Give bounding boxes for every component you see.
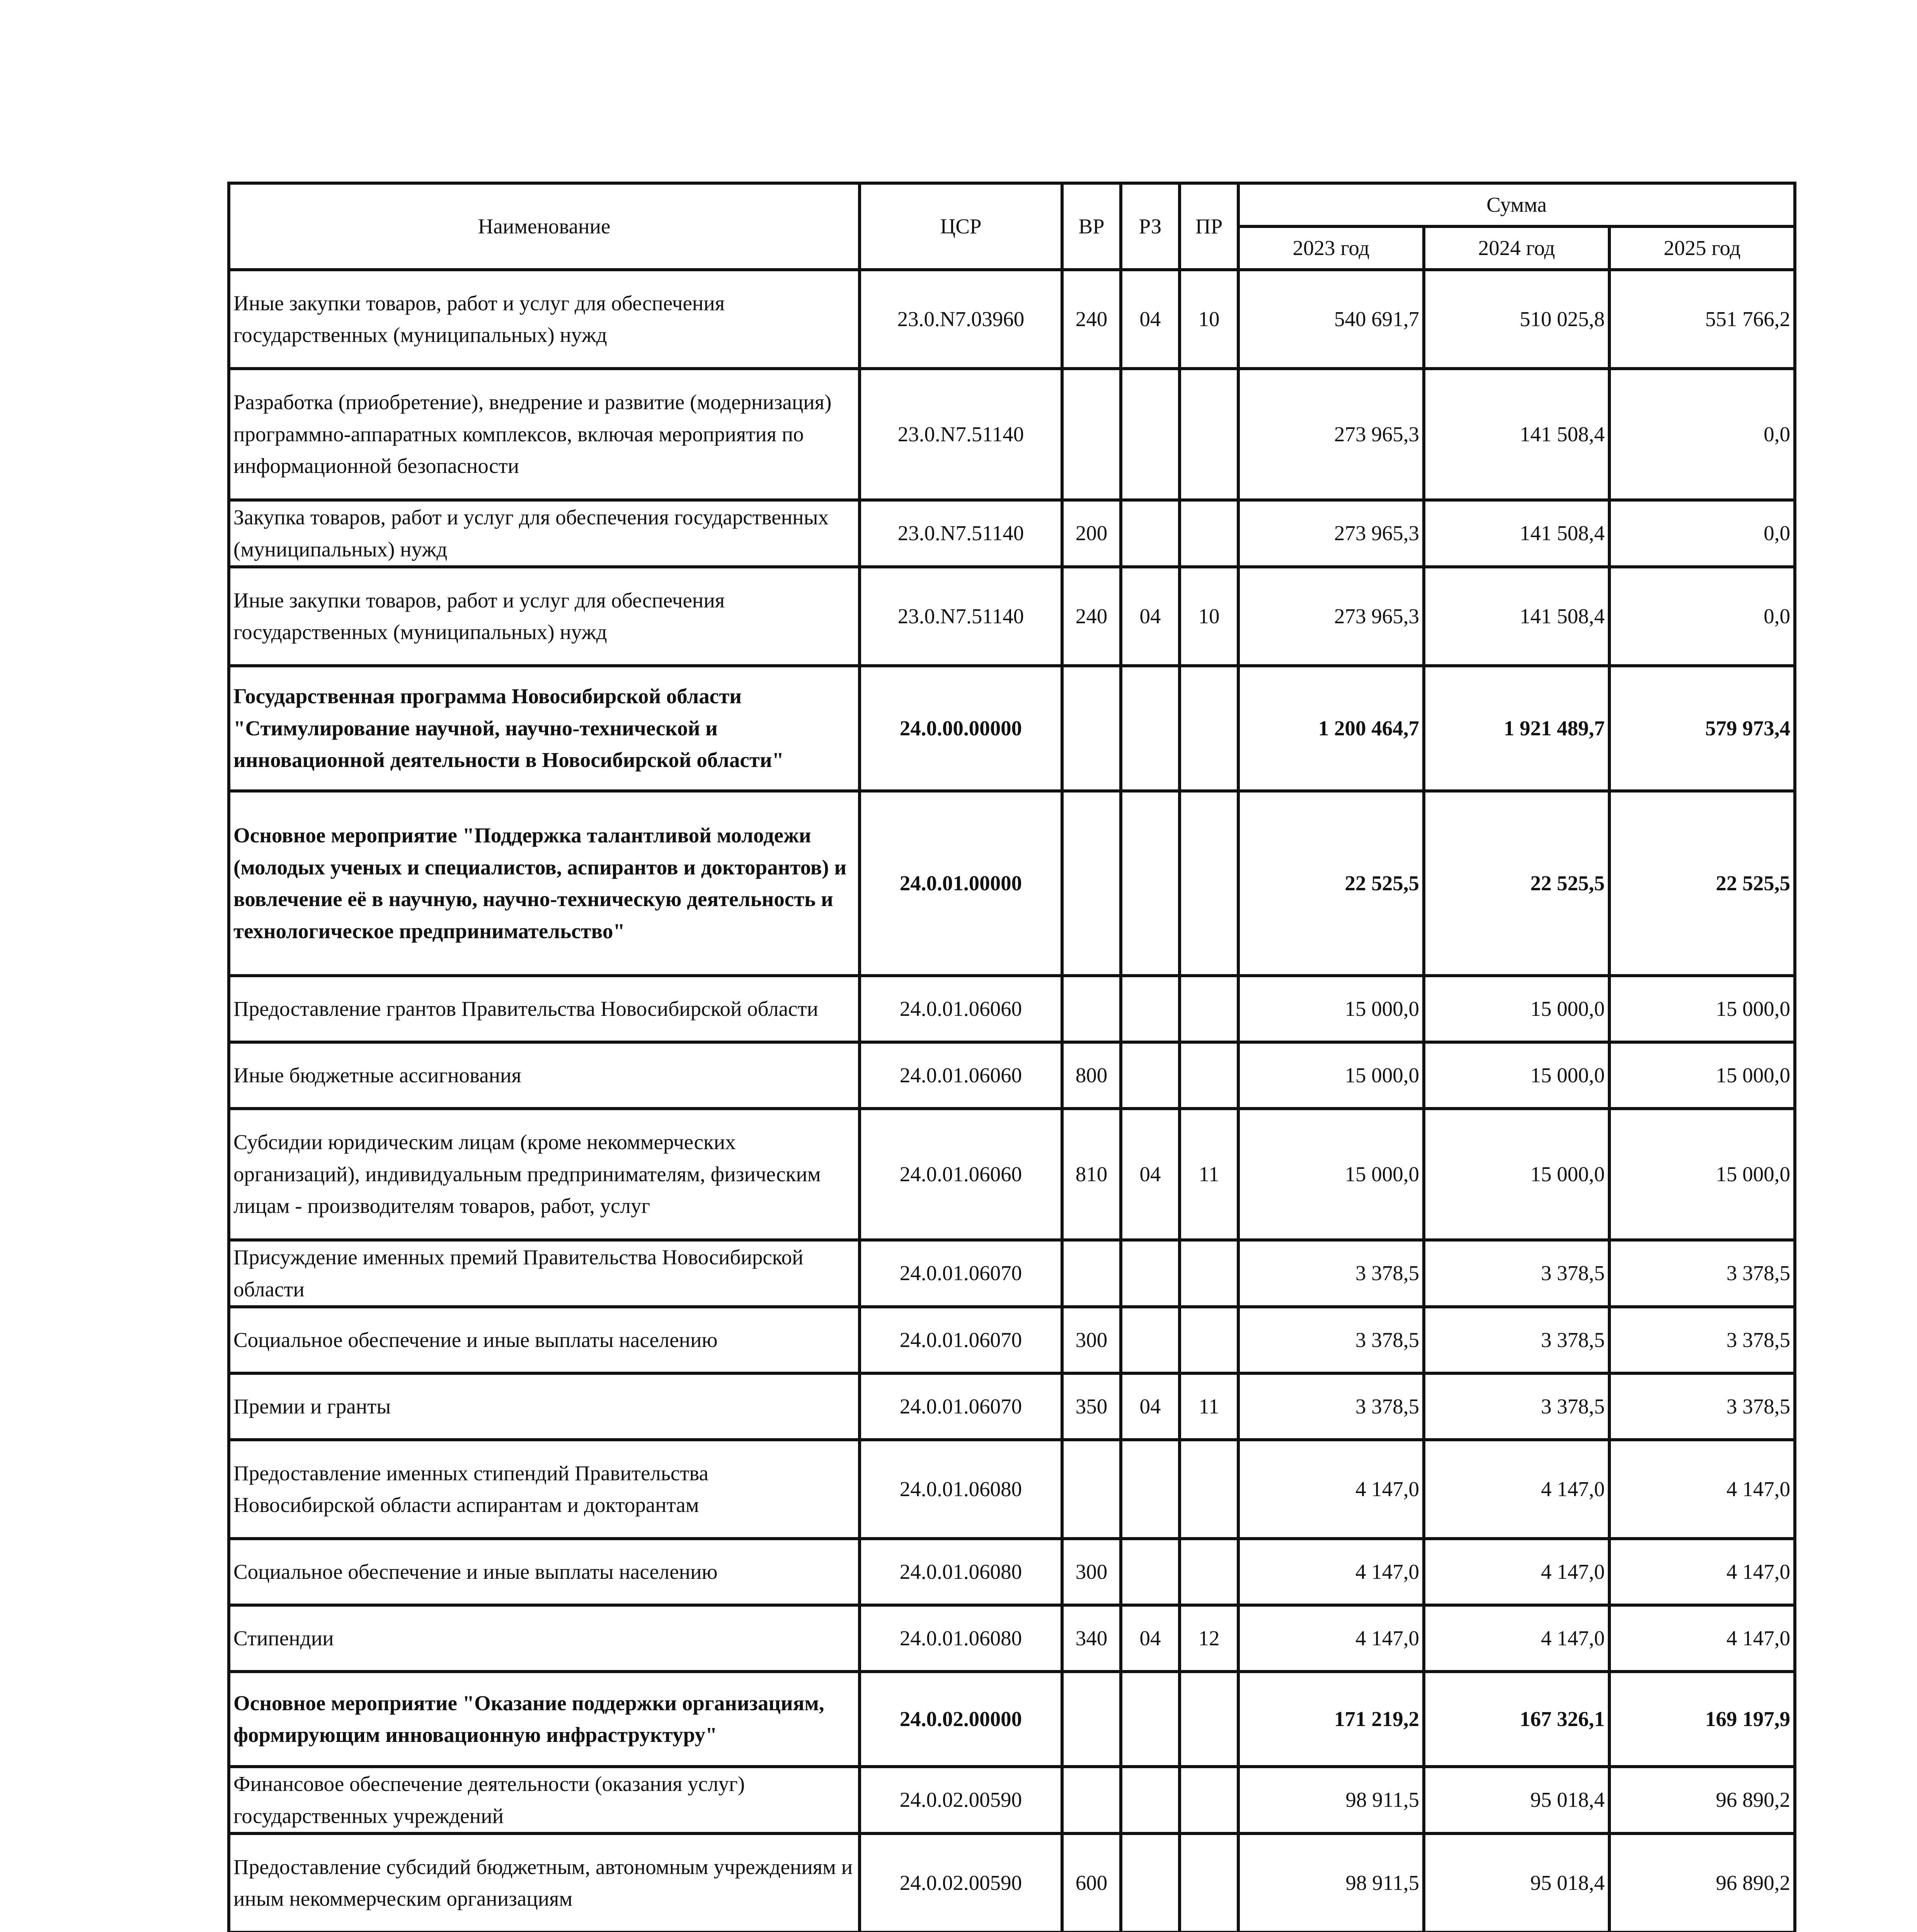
cell-pr: 10	[1180, 567, 1238, 666]
budget-table	[227, 182, 1796, 1932]
cell-2023: 15 000,0	[1238, 1042, 1424, 1109]
table-row	[229, 976, 1795, 1042]
cell-csr: 24.0.01.06060	[860, 1042, 1062, 1109]
cell-2025: 169 197,9	[1609, 1672, 1795, 1767]
cell-2025: 3 378,5	[1609, 1240, 1795, 1307]
cell-pr: 10	[1180, 270, 1238, 369]
cell-pr	[1180, 666, 1238, 791]
cell-rz	[1121, 369, 1180, 500]
header-sum: Сумма	[1238, 183, 1795, 226]
cell-2025: 0,0	[1609, 500, 1795, 567]
cell-pr	[1180, 976, 1238, 1042]
cell-pr	[1180, 1307, 1238, 1373]
table-header-row	[229, 183, 1795, 226]
header-name: Наименование	[229, 183, 860, 270]
table-row	[229, 1373, 1795, 1440]
cell-name: Иные закупки товаров, работ и услуг для обеспечения государственных (муниципальных) нужд	[229, 567, 860, 666]
cell-name: Государственная программа Новосибирской области "Стимулирование научной, научно-технической и инновационной деятельности в Новосибирской области"	[229, 666, 860, 791]
cell-rz: 04	[1121, 1605, 1180, 1672]
cell-vr	[1062, 1240, 1121, 1307]
cell-vr	[1062, 791, 1121, 976]
cell-vr	[1062, 1672, 1121, 1767]
cell-pr	[1180, 1240, 1238, 1307]
cell-csr: 24.0.01.06060	[860, 976, 1062, 1042]
cell-2024: 22 525,5	[1424, 791, 1609, 976]
cell-csr: 24.0.01.06070	[860, 1373, 1062, 1440]
cell-vr: 350	[1062, 1373, 1121, 1440]
cell-rz	[1121, 666, 1180, 791]
cell-name: Основное мероприятие "Оказание поддержки организациям, формирующим инновационную инфраструктуру"	[229, 1672, 860, 1767]
cell-vr: 300	[1062, 1307, 1121, 1373]
cell-2025: 551 766,2	[1609, 270, 1795, 369]
cell-csr: 24.0.01.06060	[860, 1109, 1062, 1240]
table-row	[229, 1833, 1795, 1932]
cell-vr	[1062, 369, 1121, 500]
cell-2025: 3 378,5	[1609, 1373, 1795, 1440]
cell-pr: 11	[1180, 1373, 1238, 1440]
cell-csr: 24.0.01.06080	[860, 1440, 1062, 1539]
cell-name: Основное мероприятие "Поддержка талантливой молодежи (молодых ученых и специалистов, аспирантов и докторантов) и вовлечение её в научную, научно-техническую деятельность и технологическое предпринимательство"	[229, 791, 860, 976]
cell-vr: 300	[1062, 1539, 1121, 1605]
cell-2023: 540 691,7	[1238, 270, 1424, 369]
cell-rz	[1121, 1042, 1180, 1109]
table-body	[229, 270, 1795, 1932]
cell-csr: 24.0.02.00590	[860, 1833, 1062, 1932]
cell-2023: 4 147,0	[1238, 1440, 1424, 1539]
cell-name: Предоставление субсидий бюджетным, автономным учреждениям и иным некоммерческим организациям	[229, 1833, 860, 1932]
cell-vr: 240	[1062, 270, 1121, 369]
cell-pr	[1180, 1440, 1238, 1539]
cell-2024: 3 378,5	[1424, 1373, 1609, 1440]
budget-table-container	[227, 182, 1793, 1932]
cell-name: Разработка (приобретение), внедрение и развитие (модернизация) программно-аппаратных комплексов, включая мероприятия по информационной безопасности	[229, 369, 860, 500]
table-row	[229, 1042, 1795, 1109]
cell-2023: 3 378,5	[1238, 1240, 1424, 1307]
table-row	[229, 791, 1795, 976]
cell-2023: 171 219,2	[1238, 1672, 1424, 1767]
cell-csr: 23.0.N7.51140	[860, 567, 1062, 666]
cell-2024: 15 000,0	[1424, 1042, 1609, 1109]
cell-csr: 23.0.N7.51140	[860, 369, 1062, 500]
cell-rz: 04	[1121, 1109, 1180, 1240]
cell-2024: 4 147,0	[1424, 1605, 1609, 1672]
cell-rz	[1121, 1833, 1180, 1932]
cell-2024: 167 326,1	[1424, 1672, 1609, 1767]
cell-2025: 0,0	[1609, 567, 1795, 666]
header-year-2024: 2024 год	[1424, 226, 1609, 270]
cell-2025: 15 000,0	[1609, 1042, 1795, 1109]
cell-2023: 273 965,3	[1238, 567, 1424, 666]
cell-vr: 340	[1062, 1605, 1121, 1672]
cell-csr: 24.0.01.06070	[860, 1307, 1062, 1373]
cell-name: Иные бюджетные ассигнования	[229, 1042, 860, 1109]
cell-2025: 96 890,2	[1609, 1833, 1795, 1932]
cell-rz: 04	[1121, 567, 1180, 666]
table-row	[229, 666, 1795, 791]
cell-2024: 95 018,4	[1424, 1767, 1609, 1833]
cell-2024: 141 508,4	[1424, 369, 1609, 500]
cell-pr	[1180, 500, 1238, 567]
cell-csr: 23.0.N7.51140	[860, 500, 1062, 567]
cell-2024: 141 508,4	[1424, 567, 1609, 666]
cell-name: Иные закупки товаров, работ и услуг для обеспечения государственных (муниципальных) нужд	[229, 270, 860, 369]
header-year-2023: 2023 год	[1238, 226, 1424, 270]
cell-rz: 04	[1121, 270, 1180, 369]
cell-2023: 4 147,0	[1238, 1605, 1424, 1672]
cell-vr: 810	[1062, 1109, 1121, 1240]
cell-2023: 1 200 464,7	[1238, 666, 1424, 791]
cell-2025: 22 525,5	[1609, 791, 1795, 976]
cell-2024: 15 000,0	[1424, 1109, 1609, 1240]
cell-2023: 15 000,0	[1238, 976, 1424, 1042]
cell-2025: 15 000,0	[1609, 1109, 1795, 1240]
cell-vr	[1062, 1440, 1121, 1539]
cell-name: Предоставление именных стипендий Правительства Новосибирской области аспирантам и докторантам	[229, 1440, 860, 1539]
table-row	[229, 1539, 1795, 1605]
cell-2024: 4 147,0	[1424, 1539, 1609, 1605]
cell-2024: 510 025,8	[1424, 270, 1609, 369]
table-row	[229, 1307, 1795, 1373]
cell-2023: 15 000,0	[1238, 1109, 1424, 1240]
cell-2025: 4 147,0	[1609, 1440, 1795, 1539]
cell-2023: 22 525,5	[1238, 791, 1424, 976]
cell-name: Финансовое обеспечение деятельности (оказания услуг) государственных учреждений	[229, 1767, 860, 1833]
cell-vr: 600	[1062, 1833, 1121, 1932]
cell-pr	[1180, 369, 1238, 500]
cell-rz	[1121, 1440, 1180, 1539]
cell-2024: 141 508,4	[1424, 500, 1609, 567]
cell-2023: 4 147,0	[1238, 1539, 1424, 1605]
cell-csr: 24.0.01.00000	[860, 791, 1062, 976]
cell-rz	[1121, 976, 1180, 1042]
cell-pr	[1180, 1042, 1238, 1109]
table-row	[229, 1240, 1795, 1307]
cell-name: Присуждение именных премий Правительства Новосибирской области	[229, 1240, 860, 1307]
cell-rz	[1121, 1307, 1180, 1373]
cell-pr: 12	[1180, 1605, 1238, 1672]
cell-csr: 24.0.00.00000	[860, 666, 1062, 791]
cell-rz	[1121, 1539, 1180, 1605]
table-row	[229, 369, 1795, 500]
cell-2023: 273 965,3	[1238, 500, 1424, 567]
cell-2024: 15 000,0	[1424, 976, 1609, 1042]
cell-vr	[1062, 1767, 1121, 1833]
cell-2024: 3 378,5	[1424, 1307, 1609, 1373]
cell-name: Субсидии юридическим лицам (кроме некоммерческих организаций), индивидуальным предпринимателям, физическим лицам - производителям товаров, работ, услуг	[229, 1109, 860, 1240]
cell-csr: 24.0.02.00590	[860, 1767, 1062, 1833]
cell-vr: 800	[1062, 1042, 1121, 1109]
cell-name: Социальное обеспечение и иные выплаты населению	[229, 1307, 860, 1373]
table-row	[229, 1672, 1795, 1767]
cell-2025: 4 147,0	[1609, 1539, 1795, 1605]
cell-2024: 3 378,5	[1424, 1240, 1609, 1307]
cell-pr	[1180, 1672, 1238, 1767]
cell-csr: 24.0.02.00000	[860, 1672, 1062, 1767]
table-row	[229, 1767, 1795, 1833]
header-csr: ЦСР	[860, 183, 1062, 270]
cell-vr	[1062, 976, 1121, 1042]
cell-name: Премии и гранты	[229, 1373, 860, 1440]
header-pr: ПР	[1180, 183, 1238, 270]
cell-csr: 24.0.01.06080	[860, 1539, 1062, 1605]
table-row	[229, 1109, 1795, 1240]
cell-pr: 11	[1180, 1109, 1238, 1240]
cell-pr	[1180, 1833, 1238, 1932]
cell-2024: 4 147,0	[1424, 1440, 1609, 1539]
cell-rz	[1121, 500, 1180, 567]
cell-name: Закупка товаров, работ и услуг для обеспечения государственных (муниципальных) нужд	[229, 500, 860, 567]
cell-csr: 24.0.01.06070	[860, 1240, 1062, 1307]
cell-vr: 200	[1062, 500, 1121, 567]
cell-pr	[1180, 1767, 1238, 1833]
cell-2023: 98 911,5	[1238, 1833, 1424, 1932]
cell-2025: 0,0	[1609, 369, 1795, 500]
cell-2025: 15 000,0	[1609, 976, 1795, 1042]
cell-pr	[1180, 1539, 1238, 1605]
cell-2023: 273 965,3	[1238, 369, 1424, 500]
cell-csr: 23.0.N7.03960	[860, 270, 1062, 369]
header-vr: ВР	[1062, 183, 1121, 270]
cell-rz	[1121, 791, 1180, 976]
header-rz: РЗ	[1121, 183, 1180, 270]
cell-2023: 3 378,5	[1238, 1373, 1424, 1440]
table-row	[229, 500, 1795, 567]
cell-csr: 24.0.01.06080	[860, 1605, 1062, 1672]
cell-2025: 579 973,4	[1609, 666, 1795, 791]
cell-2025: 96 890,2	[1609, 1767, 1795, 1833]
table-row	[229, 270, 1795, 369]
cell-rz	[1121, 1767, 1180, 1833]
cell-vr	[1062, 666, 1121, 791]
cell-2025: 4 147,0	[1609, 1605, 1795, 1672]
cell-name: Стипендии	[229, 1605, 860, 1672]
cell-2023: 98 911,5	[1238, 1767, 1424, 1833]
cell-pr	[1180, 791, 1238, 976]
cell-vr: 240	[1062, 567, 1121, 666]
cell-rz: 04	[1121, 1373, 1180, 1440]
cell-name: Предоставление грантов Правительства Новосибирской области	[229, 976, 860, 1042]
cell-name: Социальное обеспечение и иные выплаты населению	[229, 1539, 860, 1605]
cell-2024: 1 921 489,7	[1424, 666, 1609, 791]
cell-2024: 95 018,4	[1424, 1833, 1609, 1932]
header-year-2025: 2025 год	[1609, 226, 1795, 270]
cell-2023: 3 378,5	[1238, 1307, 1424, 1373]
cell-2025: 3 378,5	[1609, 1307, 1795, 1373]
table-row	[229, 567, 1795, 666]
cell-rz	[1121, 1672, 1180, 1767]
cell-rz	[1121, 1240, 1180, 1307]
table-row	[229, 1440, 1795, 1539]
table-row	[229, 1605, 1795, 1672]
